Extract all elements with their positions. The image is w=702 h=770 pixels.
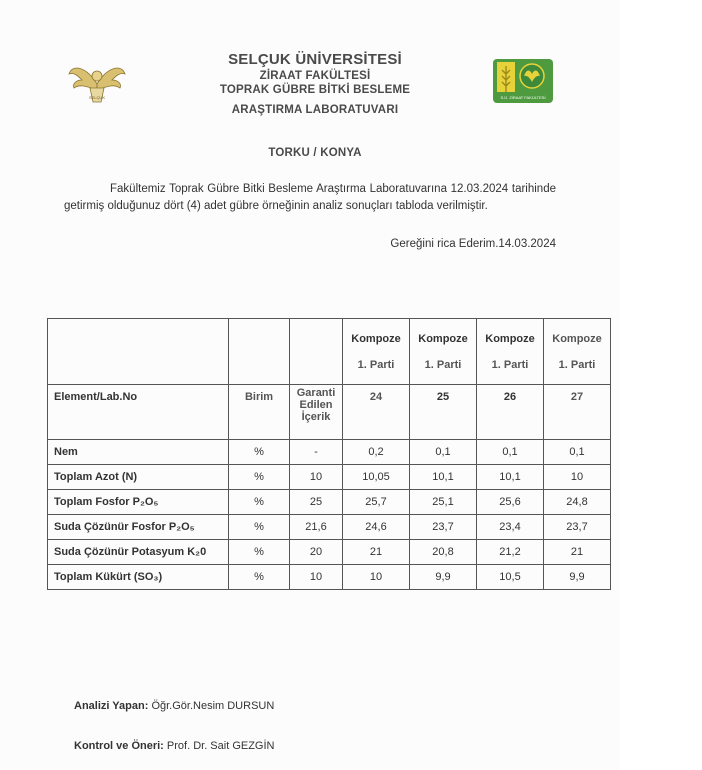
analyst-name: Öğr.Gör.Nesim DURSUN [151, 700, 275, 712]
location-title: TORKU / KONYA [268, 147, 362, 159]
control-name: Prof. Dr. Sait GEZGİN [166, 740, 275, 752]
university-title: SELÇUK ÜNİVERSİTESİ [228, 51, 402, 68]
element-name: Toplam Azot (N) [48, 465, 229, 490]
sample-name: Kompoze [418, 332, 468, 345]
guarantee-cell: 20 [290, 540, 343, 565]
laboratory-title: ARAŞTIRMA LABORATUVARI [231, 104, 399, 116]
lab-no: 24 [343, 385, 410, 440]
value-cell: 25,6 [477, 490, 544, 515]
value-cell: 23,7 [544, 515, 611, 540]
unit-cell: % [229, 565, 290, 590]
value-cell: 25,7 [343, 490, 410, 515]
unit-header: Birim [229, 385, 290, 440]
lab-no: 26 [477, 385, 544, 440]
unit-cell: % [229, 465, 290, 490]
element-name: Nem [48, 440, 229, 465]
table-header-row [48, 319, 611, 385]
table-row [48, 440, 611, 465]
value-cell: 9,9 [544, 565, 611, 590]
table-row [48, 515, 611, 540]
unit-cell: % [229, 540, 290, 565]
department-title: TOPRAK GÜBRE BİTKİ BESLEME [219, 84, 411, 96]
sample-parti: 1. Parti [424, 358, 462, 371]
table-row [48, 490, 611, 515]
value-cell: 10,1 [477, 465, 544, 490]
value-cell: 10 [343, 565, 410, 590]
table-labno-row [48, 385, 611, 440]
element-header: Element/Lab.No [48, 385, 229, 440]
unit-cell: % [229, 490, 290, 515]
analyst-line [74, 700, 274, 712]
value-cell: 23,4 [477, 515, 544, 540]
table-row [48, 465, 611, 490]
sample-header [477, 319, 544, 385]
sample-name: Kompoze [351, 332, 401, 345]
value-cell: 10,05 [343, 465, 410, 490]
guarantee-header: Garanti Edilen İçerik [290, 385, 343, 440]
lab-no: 27 [544, 385, 611, 440]
analyst-label: Analizi Yapan: [74, 700, 149, 712]
sample-header [343, 319, 410, 385]
value-cell: 0,1 [477, 440, 544, 465]
guarantee-cell: 10 [290, 465, 343, 490]
sample-parti: 1. Parti [357, 358, 395, 371]
guarantee-cell: 10 [290, 565, 343, 590]
value-cell: 0,1 [544, 440, 611, 465]
element-name: Toplam Kükürt (SO₃) [48, 565, 229, 590]
value-cell: 25,1 [410, 490, 477, 515]
logo-caption: S.Ü. ZİRAAT FAKÜLTESİ [500, 95, 546, 100]
value-cell: 21,2 [477, 540, 544, 565]
lab-no: 25 [410, 385, 477, 440]
value-cell: 24,8 [544, 490, 611, 515]
sample-name: Kompoze [552, 332, 602, 345]
value-cell: 21 [544, 540, 611, 565]
sample-parti: 1. Parti [491, 358, 529, 371]
body-paragraph: Fakültemiz Toprak Gübre Bitki Besleme Araştırma Laboratuvarına 12.03.2024 tarihinde getirmiş olduğunuz dört (4) adet gübre örneğinin analiz sonuçları tabloda verilmiştir. [64, 183, 556, 212]
value-cell: 21 [343, 540, 410, 565]
blank-cell [229, 319, 290, 385]
element-name: Suda Çözünür Potasyum K₂0 [48, 540, 229, 565]
control-line [74, 740, 274, 752]
value-cell: 0,1 [410, 440, 477, 465]
faculty-title: ZİRAAT FAKÜLTESİ [259, 70, 371, 82]
university-seal-logo [66, 54, 128, 106]
element-name: Toplam Fosfor P₂O₅ [48, 490, 229, 515]
sample-header [410, 319, 477, 385]
sample-name: Kompoze [485, 332, 535, 345]
faculty-logo [492, 58, 554, 104]
value-cell: 0,2 [343, 440, 410, 465]
table-row [48, 540, 611, 565]
seal-caption: SELÇUK [88, 95, 106, 100]
element-name: Suda Çözünür Fosfor P₂O₅ [48, 515, 229, 540]
control-label: Kontrol ve Öneri: [74, 740, 164, 752]
guarantee-cell: - [290, 440, 343, 465]
sample-parti: 1. Parti [558, 358, 596, 371]
value-cell: 24,6 [343, 515, 410, 540]
guarantee-cell: 21,6 [290, 515, 343, 540]
margin-area [620, 0, 702, 770]
unit-cell: % [229, 515, 290, 540]
value-cell: 20,8 [410, 540, 477, 565]
value-cell: 10,5 [477, 565, 544, 590]
blank-cell [48, 319, 229, 385]
value-cell: 10,1 [410, 465, 477, 490]
value-cell: 10 [544, 465, 611, 490]
unit-cell: % [229, 440, 290, 465]
value-cell: 9,9 [410, 565, 477, 590]
table-row [48, 565, 611, 590]
blank-cell [290, 319, 343, 385]
sample-header [544, 319, 611, 385]
closing-line: Gereğini rica Ederim.14.03.2024 [390, 238, 556, 250]
results-table [47, 318, 611, 590]
guarantee-cell: 25 [290, 490, 343, 515]
value-cell: 23,7 [410, 515, 477, 540]
